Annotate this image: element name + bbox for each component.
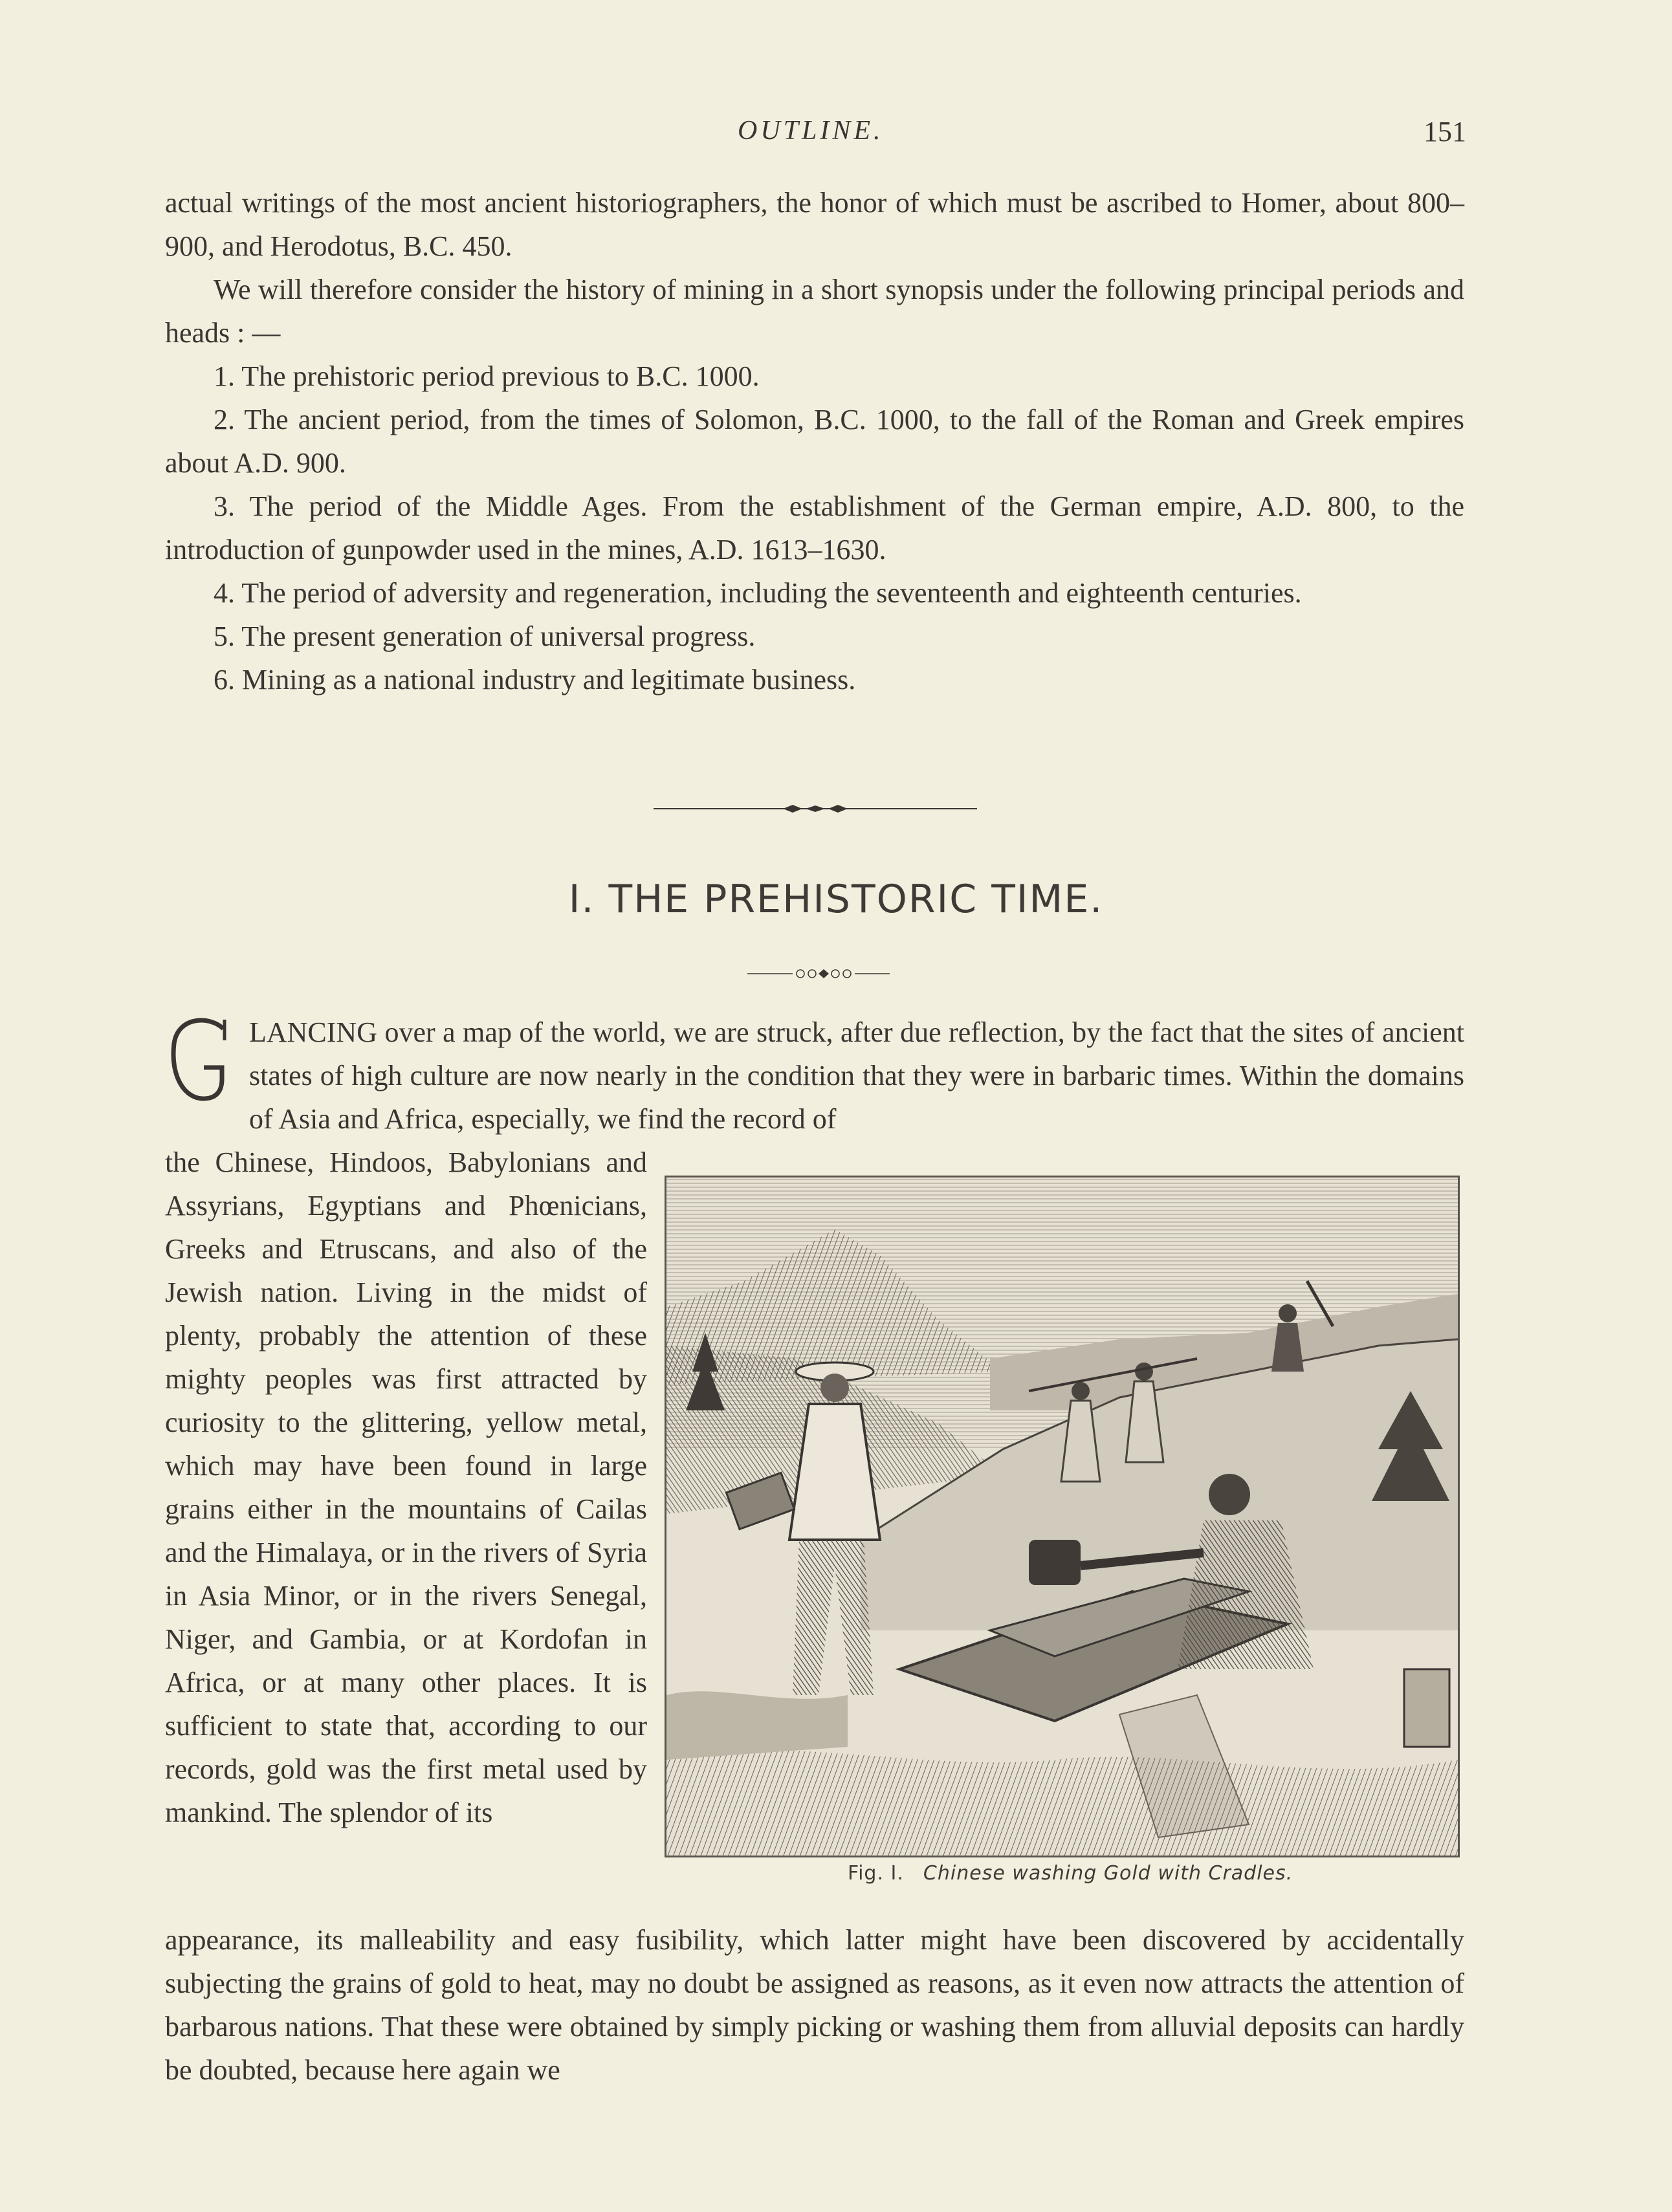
engraving-scene <box>666 1177 1458 1856</box>
running-header <box>0 115 1672 154</box>
page-number: 151 <box>1424 116 1466 148</box>
continuation-text: appearance, its malleability and easy fusibility, which latter might have been discovered by accidentally subjecting the grains of gold to heat, may no doubt be assigned as reasons, as it even now attracts the attention of barbarous nations. That these were obtained by simply picking or washing them from alluvial deposits can hardly be doubted, because here again we <box>165 1924 1464 2086</box>
bucket <box>1404 1669 1449 1747</box>
dropcap-letter <box>165 1014 236 1105</box>
engraving-illustration <box>665 1176 1460 1857</box>
opening-lead-word: LANCING <box>249 1016 377 1048</box>
figure-label: Fig. I. <box>848 1862 904 1885</box>
intro-paragraph: We will therefore consider the history of mining in a short synopsis under the following principal periods and heads : — <box>165 274 1464 349</box>
period-list-item: 1. The prehistoric period previous to B.C. 1000. <box>214 360 760 392</box>
period-list-item: 6. Mining as a national industry and legitimate business. <box>214 664 856 695</box>
running-title: OUTLINE. <box>738 116 884 146</box>
intro-text <box>165 181 1464 701</box>
period-list-item: 2. The ancient period, from the times of Solomon, B.C. 1000, to the fall of the Roman and Greek empires about A.D. 900. <box>165 404 1464 479</box>
section-title: I. THE PREHISTORIC TIME. <box>568 877 1104 922</box>
intro-paragraph: actual writings of the most ancient historiographers, the honor of which must be ascribed to Homer, about 800–900, and Herodotus, B.C. 450. <box>165 187 1464 262</box>
period-list-item: 4. The period of adversity and regeneration, including the seventeenth and eighteenth centuries. <box>214 577 1302 609</box>
opening-text: over a map of the world, we are struck, after due reflection, by the fact that the sites of ancient states of high culture are now nearly in the condition that they were in barbaric times. Within the domains of Asia and Africa, especially, we find the record of <box>249 1016 1464 1135</box>
chapter-opening <box>165 1011 1464 1141</box>
period-list-item: 5. The present generation of universal progress. <box>214 620 756 652</box>
period-list-item: 3. The period of the Middle Ages. From the establishment of the German empire, A.D. 800, to the introduction of gunpowder used in the mines, A.D. 1613–1630. <box>165 490 1464 565</box>
figure-title: Chinese washing Gold with Cradles. <box>923 1862 1293 1885</box>
wrapped-text-column: the Chinese, Hindoos, Babylonians and Assyrians, Egyptians and Phœnicians, Greeks and Etruscans, and also of the Jewish nation. Living in the midst of plenty, probably the attention of these mighty peoples was first attracted by curiosity to the glittering, yellow metal, which may have been found in large grains either in the mountains of Cailas and the Himalaya, or in the rivers of Syria in Asia Minor, or in the rivers Senegal, Niger, and Gambia, or at Kordofan in Africa, or at many other places. It is sufficient to state that, according to our records, gold was the first metal used by mankind. The splendor of its <box>165 1146 647 1828</box>
opening-paragraph <box>249 1011 1464 1141</box>
section-divider-ornament <box>654 802 977 815</box>
figure-caption <box>848 1862 1365 1885</box>
title-flourish-ornament <box>747 967 890 980</box>
